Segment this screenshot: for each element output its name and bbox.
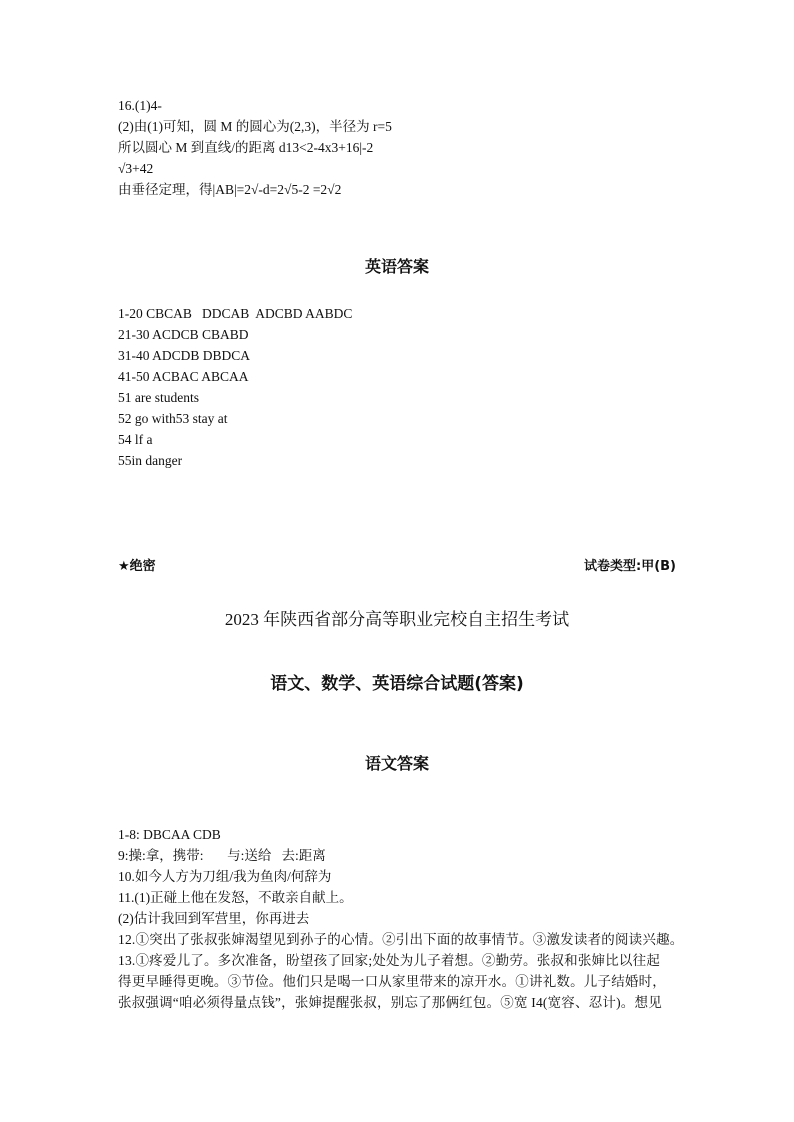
english-line: 1-20 CBCAB DDCAB ADCBD AABDC <box>118 306 353 321</box>
exam-subtitle: 语文、数学、英语综合试题(答案) <box>270 674 524 694</box>
secret-label: ★绝密 <box>118 559 156 574</box>
math-line: 所以圆心 M 到直线/的距离 d13<2-4x3+16|-2 <box>118 140 374 155</box>
math-line: (2)由(1)可知，圆 M 的圆心为(2,3)，半径为 r=5 <box>118 119 392 134</box>
chinese-line: 11.(1)正碰上他在发怒，不敢亲自献上。 <box>118 890 353 905</box>
english-line: 41-50 ACBAC ABCAA <box>118 369 249 384</box>
english-line: 31-40 ADCDB DBDCA <box>118 348 251 363</box>
chinese-line: 张叔强调“咱必须得量点钱”，张婶提醒张叔，别忘了那俩红包。⑤宽 I4(宽容、忍计)。想见 <box>118 995 662 1010</box>
chinese-line: (2)估计我回到军营里，你再进去 <box>118 911 310 926</box>
chinese-line: 12.①突出了张叔张婶渴望见到孙子的心情。②引出下面的故事情节。③激发读者的阅读兴趣。 <box>118 932 684 947</box>
english-line: 51 are students <box>118 390 199 405</box>
math-line: 16.(1)4- <box>118 98 162 113</box>
math-line: √3+42 <box>118 161 154 176</box>
exam-title: 2023 年陕西省部分高等职业完校自主招生考试 <box>224 610 570 629</box>
english-heading: 英语答案 <box>364 257 429 276</box>
math-line: 由垂径定理，得|AB|=2√-d=2√5-2 =2√2 <box>118 182 342 197</box>
chinese-line: 9:操:拿，携带: 与:送给 去:距离 <box>118 848 326 863</box>
paper-type-label: 试卷类型:甲(B) <box>584 559 676 574</box>
english-line: 52 go with53 stay at <box>118 411 228 426</box>
chinese-line: 10.如今人方为刀组/我为鱼肉/何辞为 <box>118 869 332 884</box>
chinese-line: 13.①疼爱儿了。多次准备，盼望孩了回家;处处为儿子着想。②勤劳。张叔和张婶比以往起 <box>118 953 661 968</box>
english-line: 55in danger <box>118 453 183 468</box>
english-line: 21-30 ACDCB CBABD <box>118 327 249 342</box>
chinese-heading: 语文答案 <box>364 754 429 773</box>
chinese-line: 得更早睡得更晚。③节俭。他们只是喝一口从家里带来的凉开水。①讲礼数。儿子结婚时， <box>118 974 666 989</box>
english-line: 54 lf a <box>118 432 153 447</box>
chinese-line: 1-8: DBCAA CDB <box>118 827 221 842</box>
